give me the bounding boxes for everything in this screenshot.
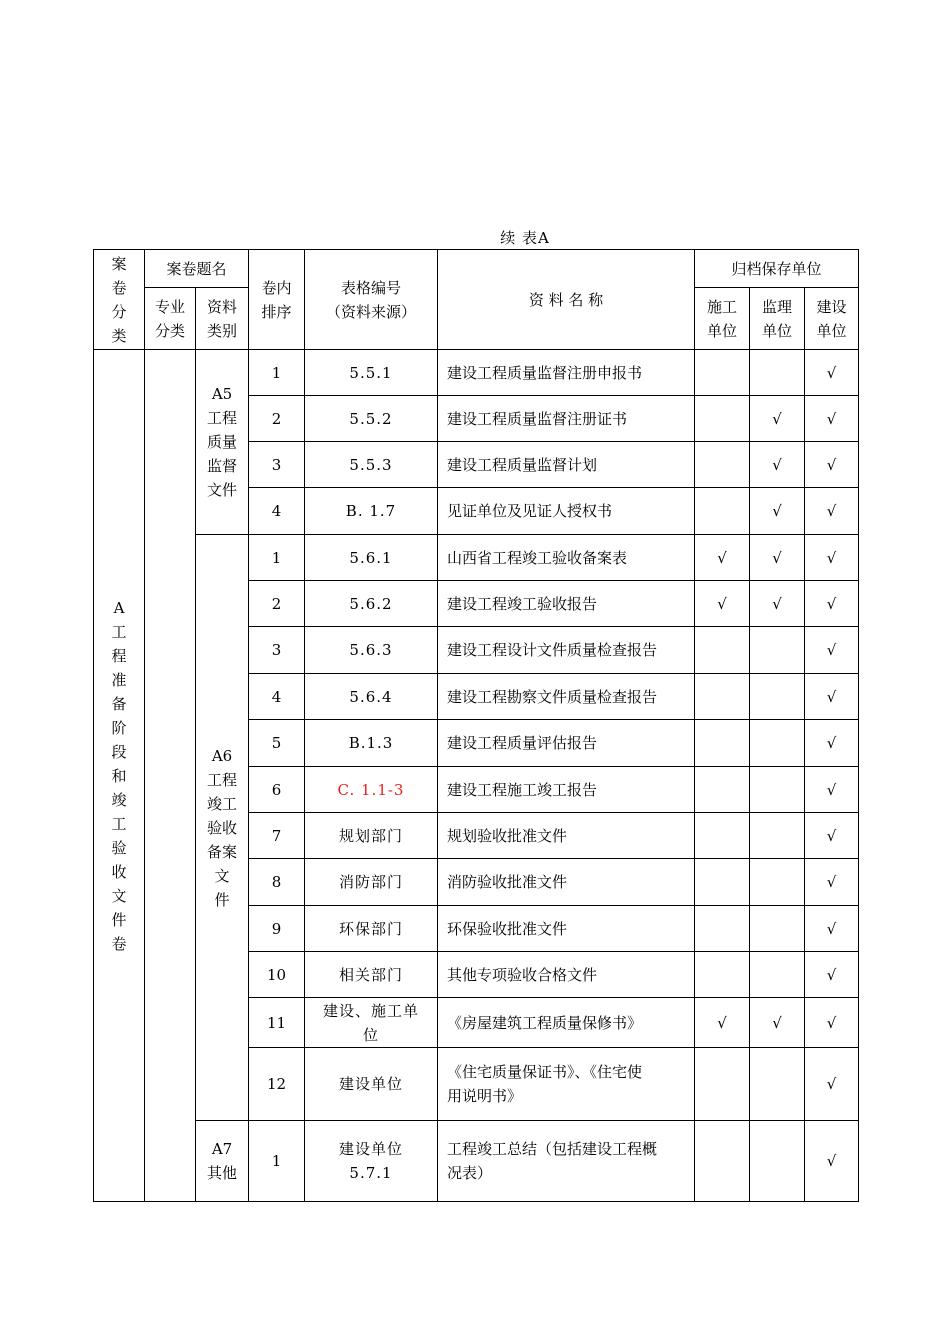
order-cell: 3 [249,627,305,674]
owner-check: √ [805,674,859,720]
construction-check: √ [695,581,750,627]
material-name-cell: 建设工程质量评估报告 [438,720,695,767]
form-no-cell: 5.5.2 [305,396,438,442]
table-row [94,350,859,396]
table-row [94,1121,859,1202]
supervision-check [750,1121,805,1202]
material-name-cell: 《住宅质量保证书》、《住宅使 用说明书》 [438,1048,695,1121]
material-name-cell: 见证单位及见证人授权书 [438,488,695,535]
header-case-title: 案卷题名 [145,250,249,288]
construction-check [695,906,750,952]
supervision-check [750,767,805,813]
supervision-check: √ [750,581,805,627]
construction-check [695,627,750,674]
form-no-cell: 5.6.3 [305,627,438,674]
construction-check [695,1048,750,1121]
construction-check [695,396,750,442]
material-name-cell: 建设工程设计文件质量检查报告 [438,627,695,674]
material-name-cell: 建设工程质量监督注册申报书 [438,350,695,396]
owner-check: √ [805,442,859,488]
order-cell: 7 [249,813,305,859]
material-type-cell: A6 工程 竣工 验收 备案 文 件 [196,535,249,1121]
construction-check [695,488,750,535]
owner-check: √ [805,998,859,1048]
order-cell: 1 [249,350,305,396]
supervision-check: √ [750,998,805,1048]
form-no-cell: C. 1.1-3 [305,767,438,813]
owner-check: √ [805,1121,859,1202]
case-category-cell: A 工 程 准 备 阶 段 和 竣 工 验 收 文 件 卷 [94,350,145,1202]
construction-check [695,350,750,396]
form-no-cell: 环保部门 [305,906,438,952]
header-supervision-unit: 监理 单位 [750,288,805,350]
order-cell: 8 [249,859,305,906]
header-order: 卷内 排序 [249,250,305,350]
order-cell: 3 [249,442,305,488]
material-type-cell: A5 工程 质量 监督 文件 [196,350,249,535]
supervision-check [750,906,805,952]
supervision-check: √ [750,442,805,488]
material-name-cell: 山西省工程竣工验收备案表 [438,535,695,581]
owner-check: √ [805,396,859,442]
construction-check: √ [695,998,750,1048]
material-name-cell: 建设工程施工竣工报告 [438,767,695,813]
form-no-cell: 5.5.1 [305,350,438,396]
header-specialty: 专业 分类 [145,288,196,350]
supervision-check [750,859,805,906]
supervision-check [750,627,805,674]
owner-check: √ [805,952,859,998]
form-no-cell: 5.6.2 [305,581,438,627]
form-no-cell: 5.5.3 [305,442,438,488]
supervision-check [750,674,805,720]
form-no-cell: B. 1.7 [305,488,438,535]
owner-check: √ [805,906,859,952]
material-name-cell: 消防验收批准文件 [438,859,695,906]
owner-check: √ [805,350,859,396]
header-archive-units: 归档保存单位 [695,250,859,288]
construction-check [695,859,750,906]
header-material-type: 资料 类别 [196,288,249,350]
form-no-cell: 5.6.4 [305,674,438,720]
supervision-check [750,1048,805,1121]
supervision-check: √ [750,396,805,442]
specialty-cell [145,350,196,1202]
supervision-check [750,720,805,767]
material-name-cell: 环保验收批准文件 [438,906,695,952]
owner-check: √ [805,767,859,813]
owner-check: √ [805,720,859,767]
order-cell: 2 [249,581,305,627]
material-name-cell: 建设工程质量监督计划 [438,442,695,488]
header-case-category: 案 卷 分 类 [94,250,145,350]
construction-check [695,1121,750,1202]
material-name-cell: 其他专项验收合格文件 [438,952,695,998]
order-cell: 11 [249,998,305,1048]
owner-check: √ [805,1048,859,1121]
order-cell: 6 [249,767,305,813]
construction-check [695,442,750,488]
archive-table [93,249,859,1202]
order-cell: 10 [249,952,305,998]
construction-check [695,674,750,720]
supervision-check [750,813,805,859]
construction-check [695,952,750,998]
construction-check [695,767,750,813]
order-cell: 1 [249,535,305,581]
form-no-cell: 规划部门 [305,813,438,859]
order-cell: 4 [249,488,305,535]
material-name-cell: 建设工程竣工验收报告 [438,581,695,627]
order-cell: 9 [249,906,305,952]
owner-check: √ [805,535,859,581]
supervision-check [750,350,805,396]
table-caption: 续 表A [500,229,550,247]
form-no-cell: 建设、施工单 位 [305,998,438,1048]
supervision-check: √ [750,535,805,581]
order-cell: 5 [249,720,305,767]
form-no-cell: 建设单位 5.7.1 [305,1121,438,1202]
order-cell: 12 [249,1048,305,1121]
supervision-check: √ [750,488,805,535]
material-name-cell: 《房屋建筑工程质量保修书》 [438,998,695,1048]
order-cell: 4 [249,674,305,720]
form-no-cell: B.1.3 [305,720,438,767]
order-cell: 1 [249,1121,305,1202]
material-name-cell: 建设工程质量监督注册证书 [438,396,695,442]
header-owner-unit: 建设 单位 [805,288,859,350]
construction-check [695,813,750,859]
owner-check: √ [805,581,859,627]
material-name-cell: 工程竣工总结（包括建设工程概 况表） [438,1121,695,1202]
owner-check: √ [805,488,859,535]
table-row [94,535,859,581]
form-no-cell: 消防部门 [305,859,438,906]
form-no-cell: 相关部门 [305,952,438,998]
form-no-cell: 建设单位 [305,1048,438,1121]
construction-check: √ [695,535,750,581]
form-no-cell: 5.6.1 [305,535,438,581]
owner-check: √ [805,627,859,674]
material-type-cell: A7 其他 [196,1121,249,1202]
material-name-cell: 建设工程勘察文件质量检查报告 [438,674,695,720]
supervision-check [750,952,805,998]
owner-check: √ [805,813,859,859]
construction-check [695,720,750,767]
header-form-no: 表格编号 （资料来源） [305,250,438,350]
order-cell: 2 [249,396,305,442]
owner-check: √ [805,859,859,906]
header-construction-unit: 施工 单位 [695,288,750,350]
material-name-cell: 规划验收批准文件 [438,813,695,859]
header-material-name: 资 料 名 称 [438,250,695,350]
